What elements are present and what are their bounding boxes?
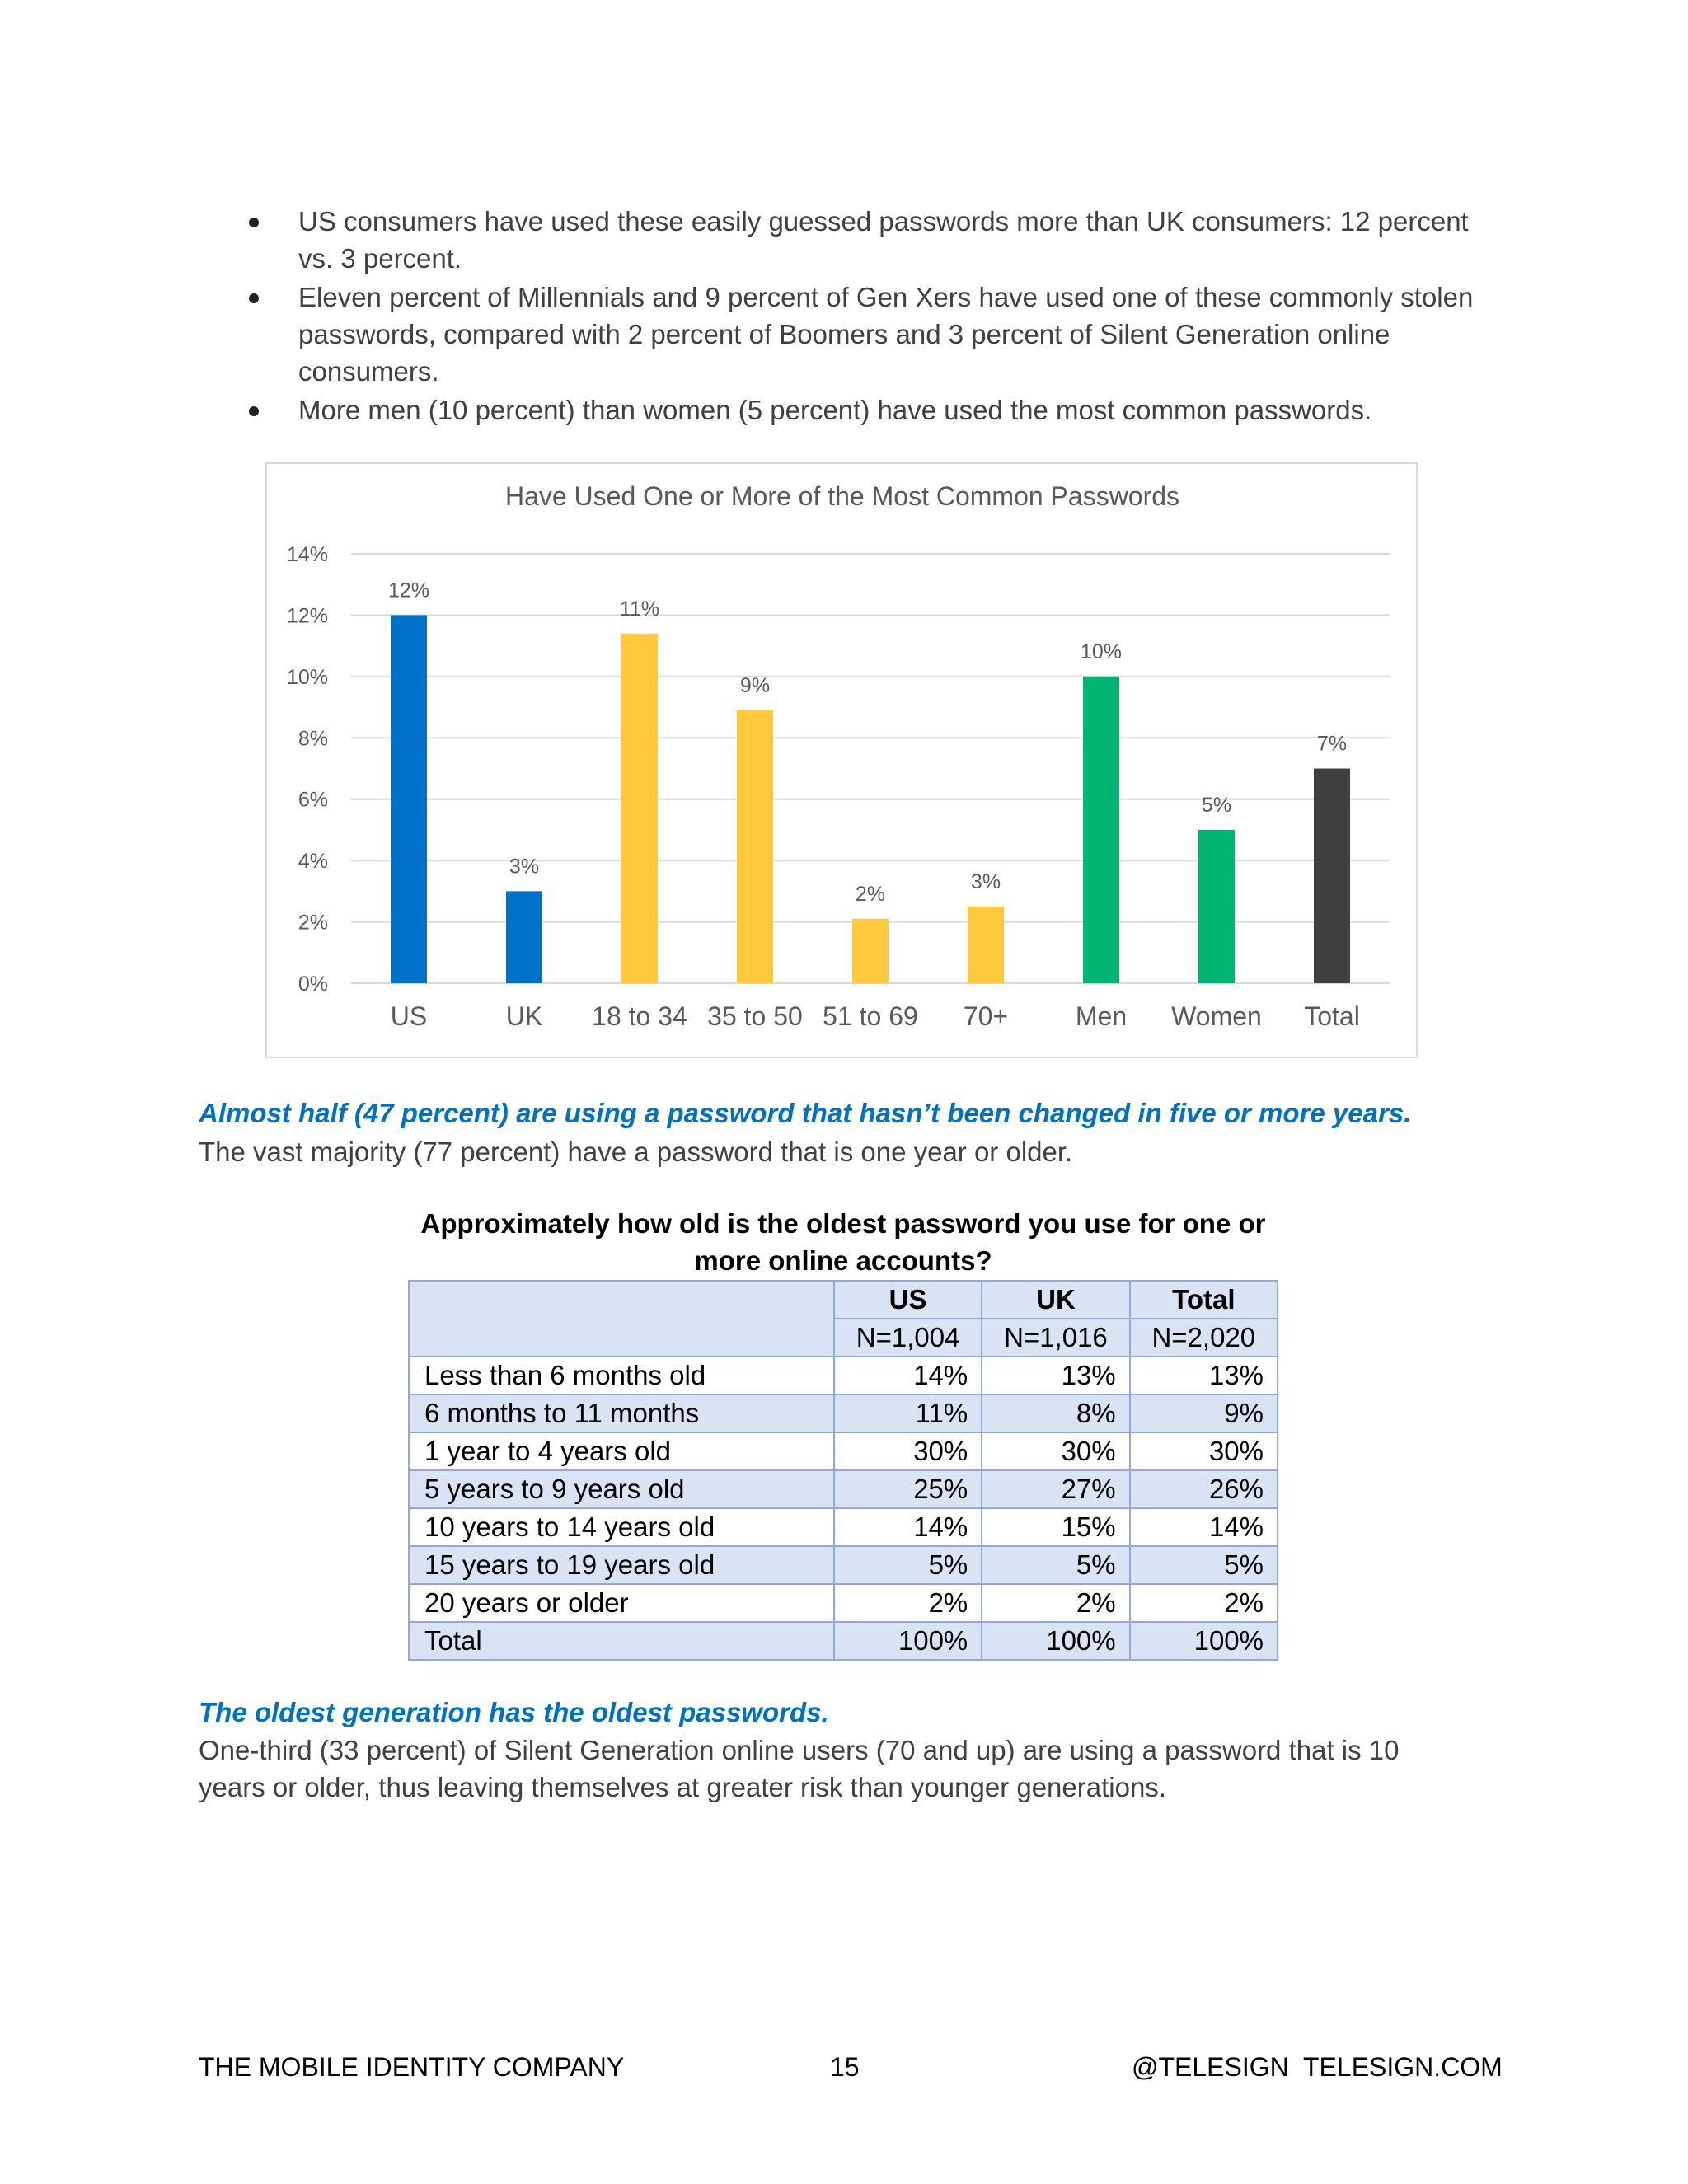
cell-us: 2% bbox=[834, 1584, 982, 1622]
x-tick-label: Women bbox=[1171, 1001, 1262, 1031]
chart-title: Have Used One or More of the Most Common Passwords bbox=[504, 481, 1180, 511]
row-label: 1 year to 4 years old bbox=[409, 1432, 834, 1470]
table-title bbox=[408, 1205, 1278, 1279]
bullet-dot-icon bbox=[249, 293, 259, 303]
cell-uk: 15% bbox=[982, 1508, 1129, 1546]
cell-us: 5% bbox=[834, 1546, 982, 1584]
table-title-line: more online accounts? bbox=[694, 1245, 992, 1276]
bullet-dot-icon bbox=[249, 218, 259, 227]
cell-us: 11% bbox=[834, 1394, 982, 1432]
data-label: 10% bbox=[1080, 640, 1123, 663]
x-tick-label: Men bbox=[1075, 1001, 1128, 1031]
y-tick-label: 6% bbox=[298, 788, 328, 812]
bullet-dot-icon bbox=[249, 406, 259, 416]
footer-company: THE MOBILE IDENTITY COMPANY bbox=[199, 2052, 625, 2082]
cell-uk: 100% bbox=[982, 1622, 1129, 1660]
bar bbox=[1198, 830, 1235, 983]
cell-total: 14% bbox=[1130, 1508, 1278, 1546]
x-tick-label: 18 to 34 bbox=[592, 1001, 687, 1031]
table-row bbox=[409, 1357, 1278, 1394]
column-sample-size: N=1,016 bbox=[982, 1319, 1129, 1357]
cell-total: 26% bbox=[1130, 1470, 1278, 1508]
chart-svg bbox=[267, 464, 1419, 1060]
row-label: 6 months to 11 months bbox=[409, 1394, 834, 1432]
row-label: 10 years to 14 years old bbox=[409, 1508, 834, 1546]
bullet-text: Eleven percent of Millennials and 9 percent of Gen Xers have used one of these commonly stolen passwords, compared with 2 percent of Boomers and 3 percent of Silent Generation online consumers. bbox=[298, 282, 1474, 387]
bullet-item bbox=[239, 203, 1492, 277]
section-heading: Almost half (47 percent) are using a password that hasn’t been changed in five or more years. bbox=[199, 1098, 1412, 1128]
cell-uk: 8% bbox=[982, 1394, 1129, 1432]
cell-total: 9% bbox=[1130, 1394, 1278, 1432]
column-header: Total bbox=[1130, 1281, 1278, 1319]
column-header: UK bbox=[982, 1281, 1129, 1319]
cell-uk: 27% bbox=[982, 1470, 1129, 1508]
data-label: 7% bbox=[1316, 732, 1348, 756]
table-row bbox=[409, 1622, 1278, 1660]
paragraph-line: years or older, thus leaving themselves at greater risk than younger generations. bbox=[199, 1772, 1166, 1802]
data-label: 3% bbox=[970, 869, 1001, 893]
x-tick-label: Total bbox=[1304, 1001, 1360, 1031]
bar bbox=[852, 919, 889, 983]
bullet-item bbox=[239, 279, 1492, 390]
bar bbox=[968, 907, 1004, 983]
footer-website: TELESIGN.COM bbox=[1303, 2052, 1503, 2082]
data-label: 3% bbox=[509, 855, 540, 879]
bullet-text: More men (10 percent) than women (5 percent) have used the most common passwords. bbox=[298, 395, 1372, 425]
bar bbox=[1314, 769, 1350, 984]
data-label: 5% bbox=[1201, 793, 1232, 817]
x-tick-label: 51 to 69 bbox=[823, 1001, 918, 1031]
y-tick-label: 2% bbox=[298, 911, 328, 935]
cell-uk: 2% bbox=[982, 1584, 1129, 1622]
row-label: Total bbox=[409, 1622, 834, 1660]
data-label: 11% bbox=[619, 597, 660, 621]
bullet-list bbox=[239, 203, 1492, 430]
section-paragraph bbox=[199, 1732, 1484, 1806]
row-label: 15 years to 19 years old bbox=[409, 1546, 834, 1584]
table-header-blank bbox=[409, 1281, 834, 1357]
bar bbox=[391, 615, 427, 983]
bar bbox=[506, 891, 542, 983]
x-tick-label: 35 to 50 bbox=[707, 1001, 803, 1031]
column-sample-size: N=2,020 bbox=[1130, 1319, 1278, 1357]
cell-total: 30% bbox=[1130, 1432, 1278, 1470]
cell-us: 100% bbox=[834, 1622, 982, 1660]
section-paragraph: The vast majority (77 percent) have a password that is one year or older. bbox=[199, 1137, 1073, 1167]
row-label: 5 years to 9 years old bbox=[409, 1470, 834, 1508]
bullet-text: US consumers have used these easily guessed passwords more than UK consumers: 12 percent vs. 3 percent. bbox=[298, 206, 1469, 274]
cell-total: 13% bbox=[1130, 1357, 1278, 1394]
paragraph-line: One-third (33 percent) of Silent Generation online users (70 and up) are using a password that is 10 bbox=[199, 1735, 1400, 1765]
cell-uk: 13% bbox=[982, 1357, 1129, 1394]
bar-chart bbox=[265, 462, 1418, 1058]
table-row bbox=[409, 1546, 1278, 1584]
footer-page-number: 15 bbox=[830, 2052, 860, 2082]
y-tick-label: 4% bbox=[298, 850, 328, 874]
section-heading: The oldest generation has the oldest passwords. bbox=[199, 1697, 829, 1727]
y-tick-label: 10% bbox=[286, 665, 328, 689]
cell-uk: 30% bbox=[982, 1432, 1129, 1470]
cell-us: 14% bbox=[834, 1508, 982, 1546]
x-tick-label: 70+ bbox=[963, 1001, 1009, 1031]
y-tick-label: 12% bbox=[286, 604, 328, 628]
x-tick-label: US bbox=[390, 1001, 428, 1031]
y-tick-label: 0% bbox=[298, 972, 328, 996]
table-title-line: Approximately how old is the oldest password you use for one or bbox=[420, 1208, 1266, 1239]
column-header: US bbox=[834, 1281, 982, 1319]
cell-us: 14% bbox=[834, 1357, 982, 1394]
data-label: 2% bbox=[855, 882, 886, 906]
cell-total: 5% bbox=[1130, 1546, 1278, 1584]
cell-us: 30% bbox=[834, 1432, 982, 1470]
cell-us: 25% bbox=[834, 1470, 982, 1508]
bullet-item bbox=[239, 391, 1492, 429]
password-age-table bbox=[408, 1280, 1278, 1661]
table-row bbox=[409, 1508, 1278, 1546]
cell-uk: 5% bbox=[982, 1546, 1129, 1584]
table-row bbox=[409, 1470, 1278, 1508]
column-sample-size: N=1,004 bbox=[834, 1319, 982, 1357]
bar bbox=[737, 710, 773, 983]
table-header-row bbox=[409, 1281, 1278, 1319]
table-row bbox=[409, 1584, 1278, 1622]
data-label: 9% bbox=[739, 673, 771, 697]
table-row bbox=[409, 1394, 1278, 1432]
row-label: 20 years or older bbox=[409, 1584, 834, 1622]
data-label: 12% bbox=[387, 579, 430, 602]
y-tick-label: 14% bbox=[286, 543, 328, 566]
y-tick-label: 8% bbox=[298, 727, 328, 751]
bar bbox=[1083, 677, 1119, 983]
table-row bbox=[409, 1432, 1278, 1470]
footer-handle: @TELESIGN bbox=[1132, 2052, 1289, 2082]
bar bbox=[621, 634, 658, 983]
cell-total: 100% bbox=[1130, 1622, 1278, 1660]
row-label: Less than 6 months old bbox=[409, 1357, 834, 1394]
x-tick-label: UK bbox=[505, 1001, 543, 1031]
cell-total: 2% bbox=[1130, 1584, 1278, 1622]
